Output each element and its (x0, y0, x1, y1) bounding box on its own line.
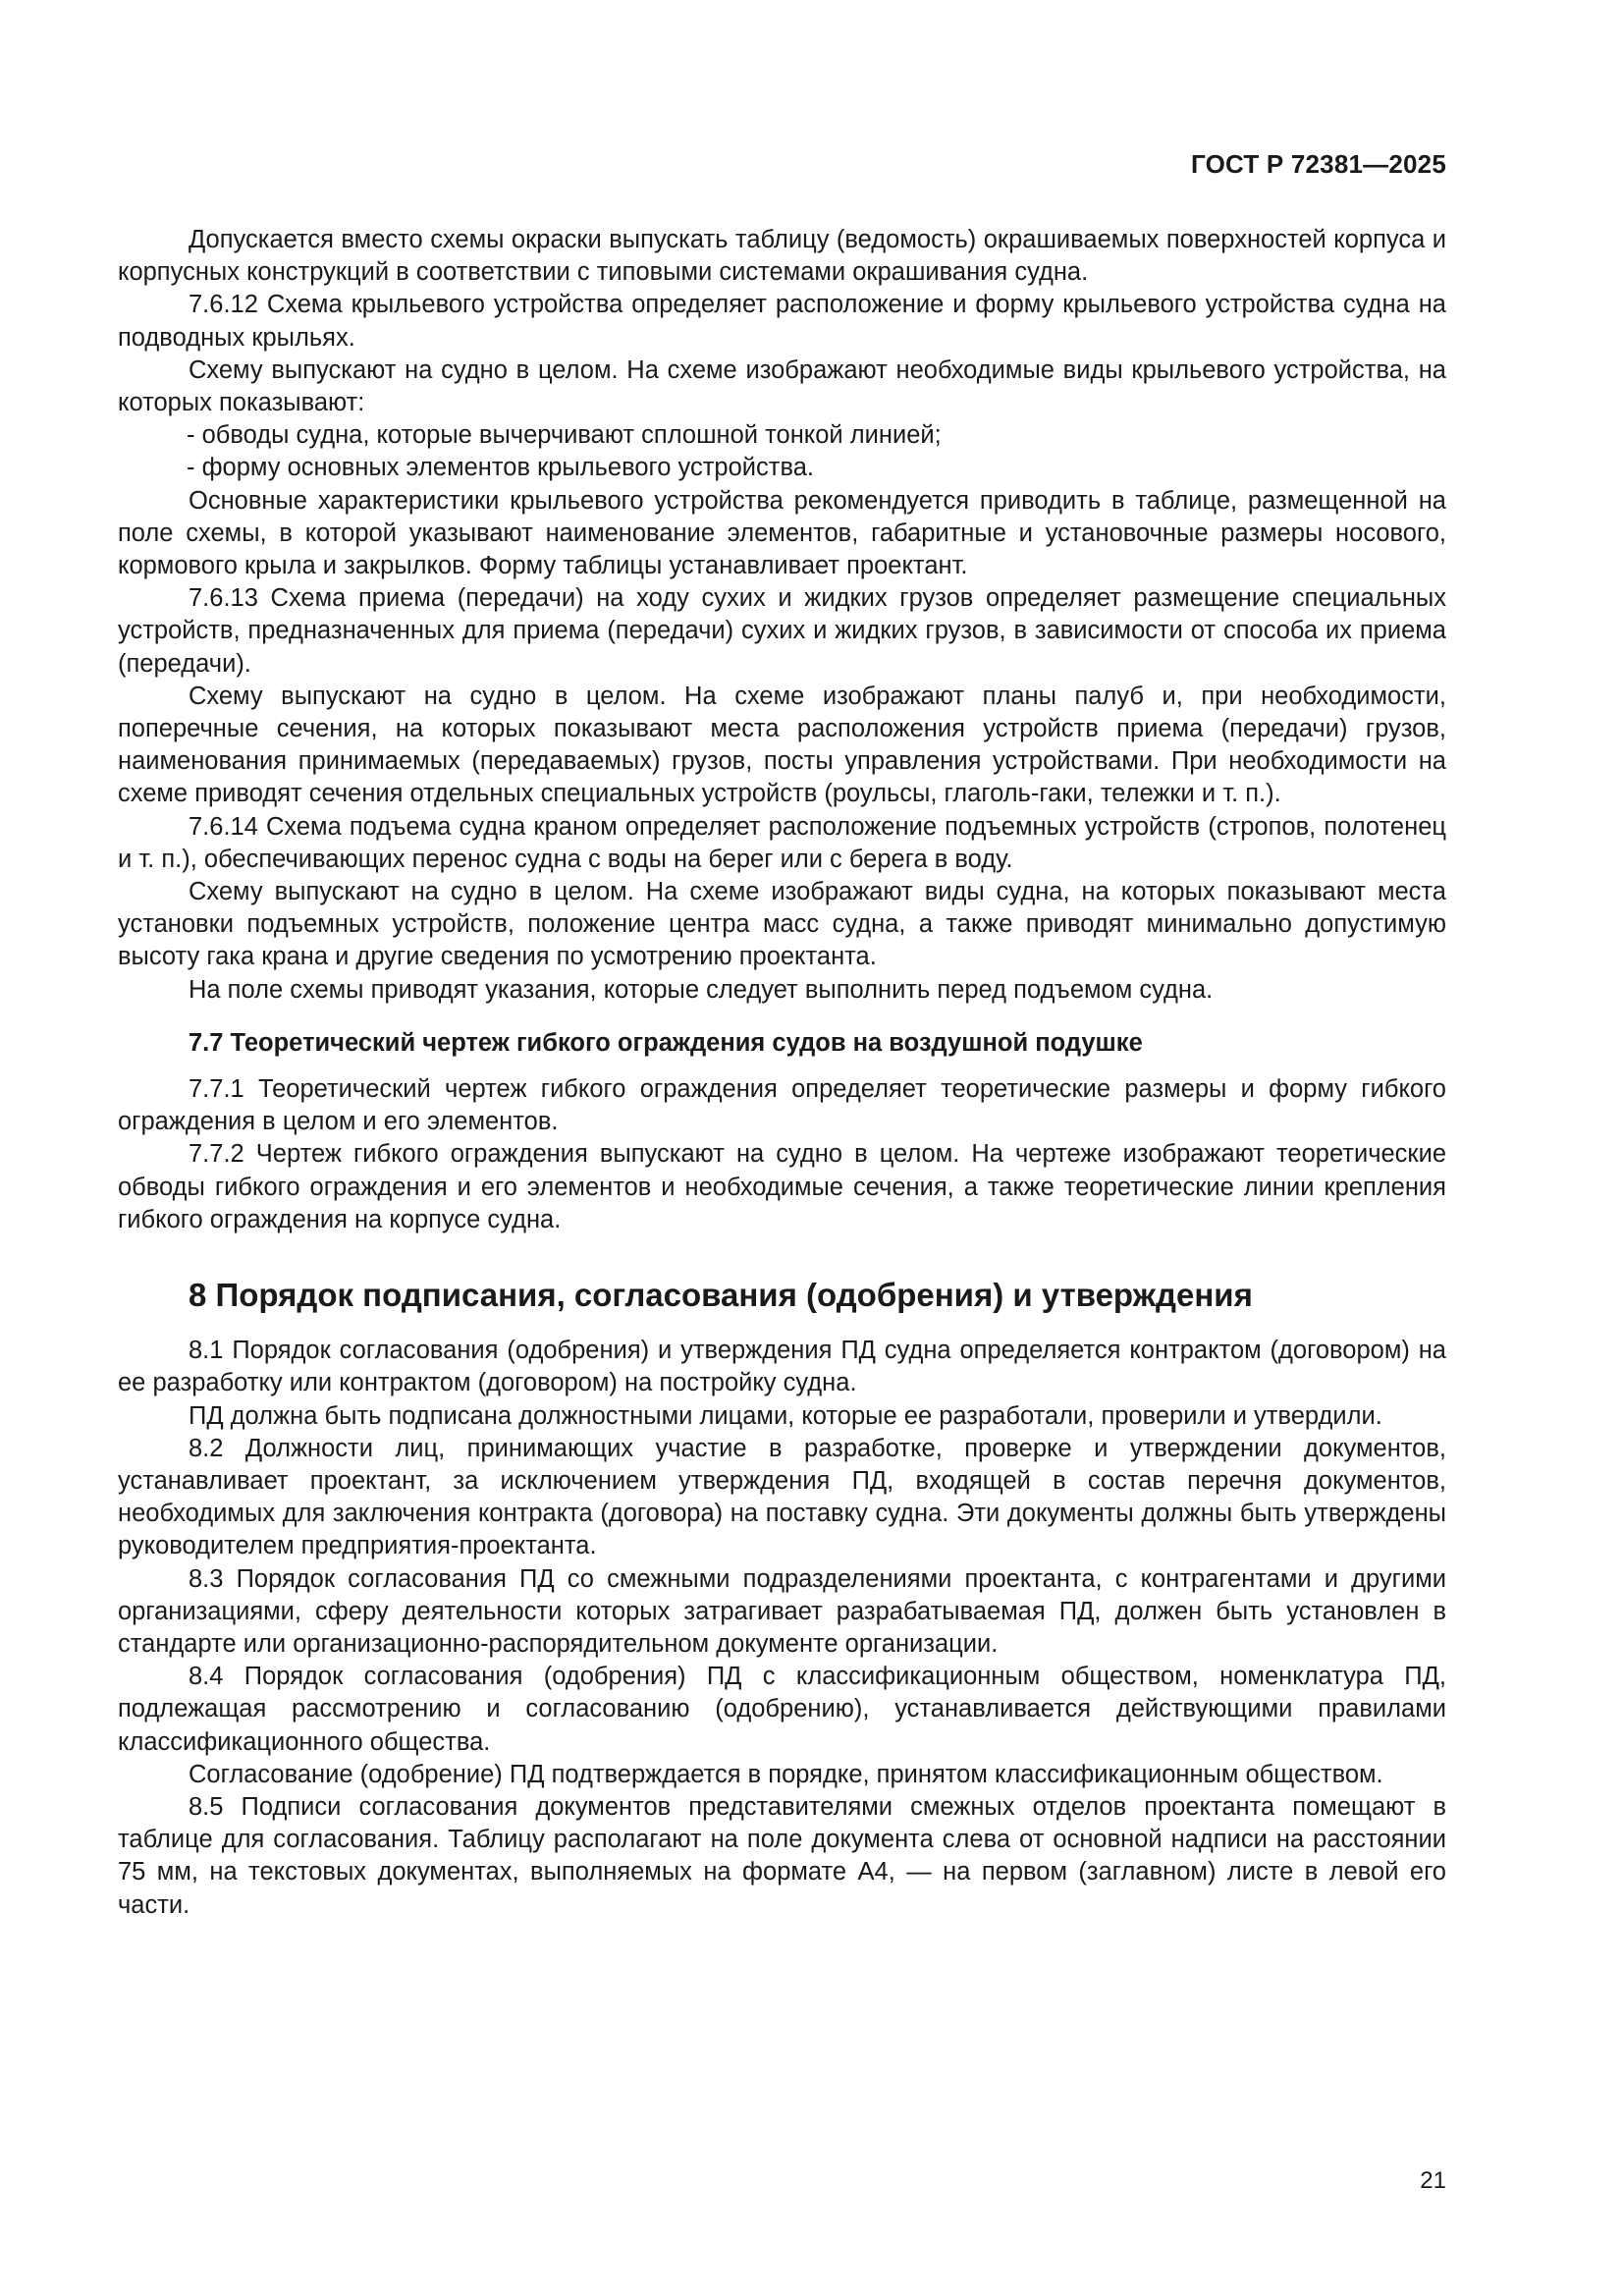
page-number: 21 (1420, 2167, 1446, 2194)
paragraph: Основные характеристики крыльевого устройства рекомендуется приводить в таблице, размещенной на поле схемы, в которой указывают наименование элементов, габаритные и установочные размеры носового, кормового крыла и закрылков. Форму таблицы устанавливает проектант. (118, 486, 1446, 580)
paragraph: Схему выпускают на судно в целом. На схеме изображают виды судна, на которых показывают места установки подъемных устройств, положение центра масс судна, а также приводят минимально допустимую высоту гака крана и другие сведения по усмотрению проектанта. (118, 878, 1446, 971)
paragraph-8-2: 8.2 Должности лиц, принимающих участие в разработке, проверке и утверждении документов, устанавливает проектант, за исключением утверждения ПД, входящей в состав перечня документов, необходимых для заключения контракта (договора) на поставку судна. Эти документы должны быть утверждены руководителем предприятия-проектанта. (118, 1434, 1446, 1560)
list-item: - форму основных элементов крыльевого устройства. (187, 454, 814, 482)
paragraph-7-7-1: 7.7.1 Теоретический чертеж гибкого ограждения определяет теоретические размеры и форму гибкого ограждения в целом и его элементов. (118, 1075, 1446, 1136)
paragraph: Допускается вместо схемы окраски выпускать таблицу (ведомость) окрашиваемых поверхностей корпуса и корпусных конструкций в соответствии с типовыми системами окрашивания судна. (118, 226, 1446, 287)
paragraph-8-4: 8.4 Порядок согласования (одобрения) ПД с классификационным обществом, номенклатура ПД, подлежащая рассмотрению и согласованию (одобрению), устанавливается действующими правилами классификационного общества. (118, 1663, 1446, 1756)
paragraph-7-7-2: 7.7.2 Чертеж гибкого ограждения выпускают на судно в целом. На чертеже изображают теоретические обводы гибкого ограждения и его элементов и необходимые сечения, а также теоретические линии крепления гибкого ограждения на корпусе судна. (118, 1140, 1446, 1233)
document-code: ГОСТ Р 72381—2025 (1191, 149, 1446, 179)
paragraph: Схему выпускают на судно в целом. На схеме изображают необходимые виды крыльевого устройства, на которых показывают: (118, 355, 1446, 417)
paragraph-7-6-12: 7.6.12 Схема крыльевого устройства определяет расположение и форму крыльевого устройства судна на подводных крыльях. (118, 291, 1446, 352)
paragraph-7-6-13: 7.6.13 Схема приема (передачи) на ходу сухих и жидких грузов определяет размещение специальных устройств, предназначенных для приема (передачи) сухих и жидких грузов, в зависимости от способа их приема (передачи). (118, 584, 1446, 678)
list-item: - обводы судна, которые вычерчивают сплошной тонкой линией; (187, 421, 942, 450)
subsection-heading-7-7: 7.7 Теоретический чертеж гибкого ограждения судов на воздушной подушке (189, 1028, 1143, 1057)
paragraph: На поле схемы приводят указания, которые следует выполнить перед подъемом судна. (189, 975, 1214, 1004)
document-body (118, 224, 1446, 1922)
paragraph: Согласование (одобрение) ПД подтверждается в порядке, принятом классификационным обществом. (189, 1760, 1383, 1788)
section-heading-8: 8 Порядок подписания, согласования (одобрения) и утверждения (189, 1277, 1253, 1314)
paragraph-8-1: 8.1 Порядок согласования (одобрения) и утверждения ПД судна определяется контрактом (договором) на ее разработку или контрактом (договором) на постройку судна. (118, 1337, 1446, 1397)
paragraph-7-6-14: 7.6.14 Схема подъема судна краном определяет расположение подъемных устройств (стропов, полотенец и т. п.), обеспечивающих перенос судна с воды на берег или с берега в воду. (118, 812, 1446, 873)
paragraph: Схему выпускают на судно в целом. На схеме изображают планы палуб и, при необходимости, поперечные сечения, на которых показывают места расположения устройств приема (передачи) грузов, наименования принимаемых (передаваемых) грузов, посты управления устройствами. При необходимости на схеме приводят сечения отдельных специальных устройств (роульсы, глаголь-гаки, тележки и т. п.). (118, 682, 1446, 808)
paragraph: ПД должна быть подписана должностными лицами, которые ее разработали, проверили и утвердили. (189, 1401, 1382, 1430)
paragraph-8-3: 8.3 Порядок согласования ПД со смежными подразделениями проектанта, с контрагентами и другими организациями, сферу деятельности которых затрагивает разрабатываемая ПД, должен быть установлен в стандарте или организационно-распорядительном документе организации. (118, 1564, 1446, 1658)
paragraph-8-5: 8.5 Подписи согласования документов представителями смежных отделов проектанта помещают в таблице для согласования. Таблицу располагают на поле документа слева от основной надписи на расстоянии 75 мм, на текстовых документах, выполняемых на формате А4, — на первом (заглавном) листе в левой его части. (118, 1792, 1446, 1919)
